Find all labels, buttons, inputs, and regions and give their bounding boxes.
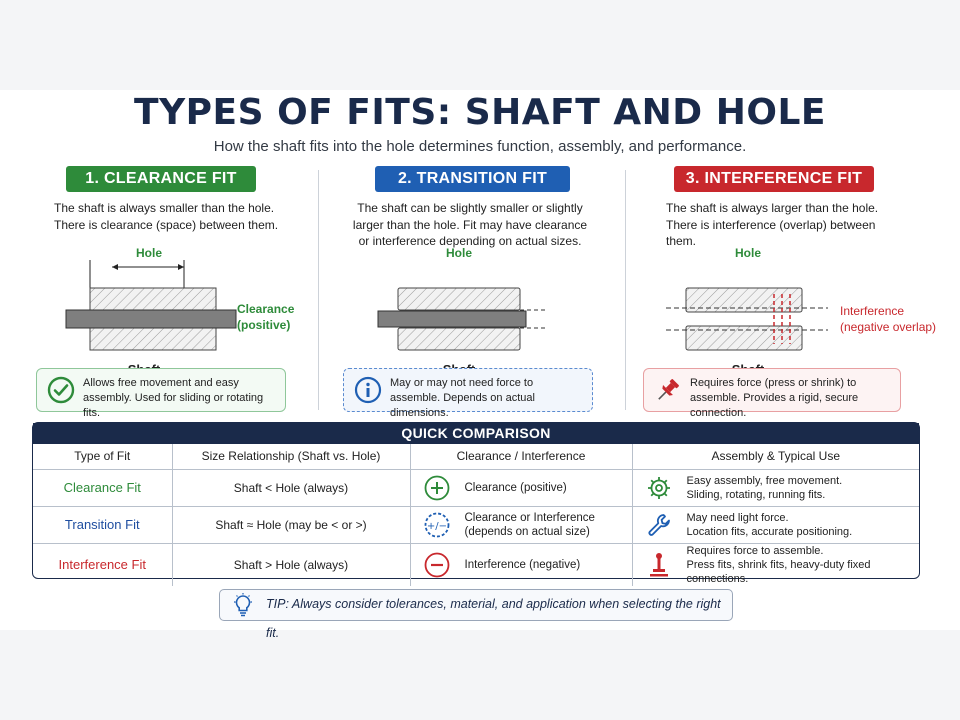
clearance-fit-description: The shaft is always smaller than the hole. There is clearance (space) between them. <box>54 201 279 232</box>
hole-lower-block <box>686 326 802 350</box>
lightbulb-icon <box>232 593 254 617</box>
comparison-grid <box>33 444 919 586</box>
clearance-sublabel: (positive) <box>237 318 291 332</box>
use-cell <box>632 506 919 543</box>
interference-fit-badge: 3. INTERFERENCE FIT <box>674 166 874 192</box>
plus-circle-icon <box>423 474 451 502</box>
transition-fit-badge: 2. TRANSITION FIT <box>375 166 570 192</box>
use-line: Sliding, rotating, running fits. <box>686 488 826 501</box>
clearance-text: Clearance (positive) <box>464 481 567 494</box>
page-title: TYPES OF FITS: SHAFT AND HOLE <box>134 92 826 133</box>
relationship-cell: Shaft ≈ Hole (may be < or >) <box>172 506 410 543</box>
use-line: May need light force. <box>686 511 789 524</box>
hole-lower-block <box>398 328 520 350</box>
hole-label: Hole <box>445 246 473 260</box>
use-line: Easy assembly, free movement. <box>686 474 843 487</box>
clearance-note-text: Allows free movement and easy assembly. Used for sliding or rotating fits. <box>83 377 264 419</box>
info-icon <box>354 376 382 404</box>
shaft-bar <box>66 310 236 328</box>
column-header: Type of Fit <box>33 444 172 469</box>
clearance-label: Clearance <box>237 302 295 316</box>
relationship-cell: Shaft < Hole (always) <box>172 469 410 506</box>
interference-note <box>643 368 901 419</box>
hole-label: Hole <box>135 246 163 260</box>
tip-banner <box>219 589 733 640</box>
table-row <box>33 469 919 506</box>
use-line: Requires force to assemble. <box>686 544 824 557</box>
interference-note-text: Requires force (press or shrink) to assemble. Provides a rigid, secure connection. <box>690 377 859 419</box>
fit-type-cell: Transition Fit <box>33 506 172 543</box>
column-header: Size Relationship (Shaft vs. Hole) <box>172 444 410 469</box>
use-line: Location fits, accurate positioning. <box>686 525 853 538</box>
clearance-fit-badge: 1. CLEARANCE FIT <box>66 166 256 192</box>
svg-text:+/−: +/− <box>426 520 447 532</box>
table-row <box>33 506 919 543</box>
interference-fit-description: The shaft is always larger than the hole. There is interference (overlap) between them. <box>666 201 879 248</box>
quick-comparison-table <box>32 422 920 585</box>
use-cell <box>632 543 919 586</box>
pushpin-icon <box>654 376 682 404</box>
table-row <box>33 543 919 586</box>
transition-note-text: May or may not need force to assemble. Depends on actual dimensions. <box>390 377 535 419</box>
column-header: Clearance / Interference <box>410 444 632 469</box>
hole-label: Hole <box>734 246 762 260</box>
comparison-heading: QUICK COMPARISON <box>33 423 919 444</box>
clearance-cell <box>410 543 632 586</box>
fit-type-cell: Interference Fit <box>33 543 172 586</box>
hole-upper-block <box>398 288 520 310</box>
infographic-canvas <box>0 90 960 640</box>
plus-minus-circle-icon <box>423 511 451 539</box>
interference-sublabel: (negative overlap) <box>840 320 937 334</box>
press-icon <box>645 551 673 579</box>
fit-type-cell: Clearance Fit <box>33 469 172 506</box>
clearance-note <box>36 368 286 419</box>
hole-upper-block <box>90 288 216 310</box>
transition-note <box>343 368 593 419</box>
clearance-line: Clearance or Interference <box>464 511 595 524</box>
use-line: Press fits, shrink fits, heavy-duty fixed connections. <box>686 558 871 585</box>
tip-text: TIP: Always consider tolerances, material, and application when selecting the right fit. <box>266 597 721 640</box>
wrench-icon <box>645 511 673 539</box>
clearance-cell <box>410 469 632 506</box>
relationship-cell: Shaft > Hole (always) <box>172 543 410 586</box>
interference-fit-diagram <box>632 246 937 356</box>
column-divider <box>625 170 626 410</box>
interference-label: Interference <box>840 304 905 318</box>
clearance-cell <box>410 506 632 543</box>
clearance-line: (depends on actual size) <box>464 525 590 538</box>
minus-circle-icon <box>423 551 451 579</box>
hole-lower-block <box>90 328 216 350</box>
page-subtitle: How the shaft fits into the hole determines function, assembly, and performance. <box>213 138 747 155</box>
transition-fit-diagram <box>320 246 620 356</box>
use-cell <box>632 469 919 506</box>
hole-upper-block <box>686 288 802 312</box>
column-divider <box>318 170 319 410</box>
clearance-fit-diagram <box>8 246 308 356</box>
check-circle-icon <box>47 376 75 404</box>
table-header-row <box>33 444 919 469</box>
transition-fit-description: The shaft can be slightly smaller or slightly larger than the hole. Fit may have clearance or interference depending on actual sizes. <box>352 201 588 248</box>
shaft-bar <box>378 311 526 327</box>
column-header: Assembly & Typical Use <box>632 444 919 469</box>
clearance-text: Interference (negative) <box>464 558 581 571</box>
gear-icon <box>645 474 673 502</box>
